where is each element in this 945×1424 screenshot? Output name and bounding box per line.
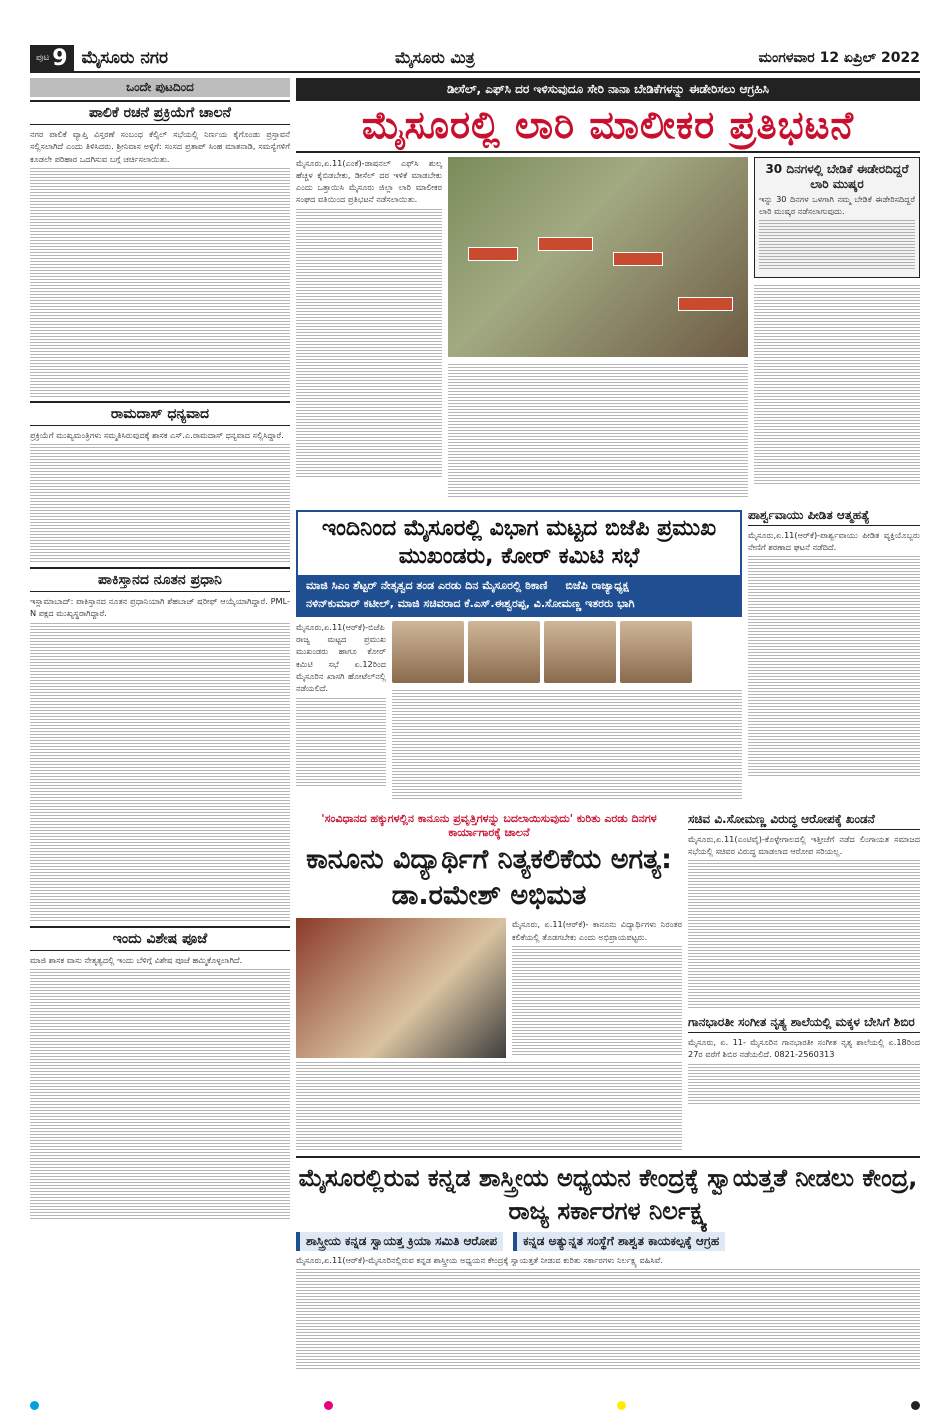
article-body: ನಗರ ಪಾಲಿಕೆ ವ್ಯಾಪ್ತಿ ವಿಸ್ತರಣೆ ಸಂಬಂಧ ಕೆಲ್ಸಿಲ್ ಸಭೆಯಲ್ಲಿ ನಿರ್ಣಯ ಕೈಗೊಂಡು ಪ್ರಸ್ತಾವನೆ ಸಲ್ಲಿಸಲಾಗಿದೆ ಎಂದು ತಿಳಿಸಿದರು. ಶ್ರೀನಿವಾಸ ಅಳ್ಳಿಗೆ: ಸಂಸದ ಪ್ರತಾಪ್ ಸಿಂಹ ಮಾತನಾಡಿ, ಸಮಸ್ಯೆಗಳಿಗೆ ಕೂಡಲೇ ಪರಿಹಾರ ಒದಗಿಸುವ ಬಗ್ಗೆ ಚರ್ಚಿಸಲಾಯಿತು.: [30, 129, 290, 164]
bjp-tag: ನಳಿನ್‌ಕುಮಾರ್ ಕಟೀಲ್, ಮಾಜಿ ಸಚಿವರಾದ ಕೆ.ಎಸ್.ಈಶ್ವರಪ್ಪ, ವಿ.ಸೋಮಣ್ಣ ಇತರರು ಭಾಗಿ: [306, 596, 635, 610]
bjp-text-continued: [296, 698, 386, 788]
law-text-continued: [296, 1062, 682, 1152]
bjp-story: [296, 506, 742, 806]
leader-portrait: [620, 621, 692, 683]
article-headline: ಇಂದು ವಿಶೇಷ ಪೂಜೆ: [30, 926, 290, 951]
law-text-continued: [512, 946, 682, 1056]
law-text: ಮೈಸೂರು, ಏ.11(ಆರ್‌ಕೆ)- ಕಾನೂನು ವಿದ್ಯಾರ್ಥಿಗಳು ನಿರಂತರ ಕಲಿಕೆಯಲ್ಲಿ ತೊಡಗಬೇಕು ಎಂದು ಅಭಿಪ್ರಾಯಪಟ್ಟರು.: [512, 919, 682, 942]
masthead-logo: ಮೈಸೂರು ಮಿತ್ರ: [395, 48, 475, 67]
bottom-tags: [296, 1232, 920, 1251]
section-title: ಮೈಸೂರು ನಗರ: [81, 48, 168, 68]
page-number-badge: [30, 45, 74, 71]
law-headline: ಕಾನೂನು ವಿದ್ಯಾರ್ಥಿಗೆ ನಿತ್ಯಕಲಿಕೆಯ ಅಗತ್ಯ: ಡಾ.ರಮೇಶ್ ಅಭಿಮತ: [306, 843, 672, 912]
lead-side-column: [754, 157, 920, 502]
article-body-continued: [30, 969, 290, 1219]
middle-row: [296, 506, 920, 806]
protest-photo: [448, 157, 748, 357]
brief-body: ಮೈಸೂರು,ಏ.11(ಎಂಟಿವೈ)-ಕೊಳ್ಳೇಗಾಲದಲ್ಲಿ ಇತ್ತೀಚೆಗೆ ನಡೆದ ಲಿಂಗಾಯತ ಸಮಾಜದ ಸಭೆಯಲ್ಲಿ ಸಚಿವರ ವಿರುದ್ಧ ಮಾಡಲಾದ ಆರೋಪ ಸರಿಯಲ್ಲ.: [688, 833, 920, 856]
bjp-tag: ಮಾಜಿ ಸಿಎಂ ಶೆಟ್ಟರ್ ನೇತೃತ್ವದ ತಂಡ ಎರಡು ದಿನ ಮೈಸೂರಲ್ಲಿ ಠಿಕಾಣಿ: [306, 578, 548, 592]
bottom-body: ಮೈಸೂರು,ಏ.11(ಆರ್‌ಕೆ)-ಮೈಸೂರಿನಲ್ಲಿರುವ ಕನ್ನಡ ಶಾಸ್ತ್ರೀಯ ಅಧ್ಯಯನ ಕೇಂದ್ರಕ್ಕೆ ಸ್ವಾಯತ್ತತೆ ನೀಡುವ ಕುರಿತು ಸರ್ಕಾರಗಳು ನಿರ್ಲಕ್ಷ್ಯ ವಹಿಸಿವೆ.: [296, 1254, 663, 1265]
article-body-continued: [30, 444, 290, 564]
bjp-headline: ಇಂದಿನಿಂದ ಮೈಸೂರಲ್ಲಿ ವಿಭಾಗ ಮಟ್ಟದ ಬಿಜೆಪಿ ಪ್ರಮುಖ ಮುಖಂಡರು, ಕೋರ್ ಕಮಿಟಿ ಸಭೆ: [321, 515, 717, 570]
leader-portraits: [392, 621, 742, 687]
lead-body-continued: [448, 364, 748, 499]
article-body: ಮಾಜಿ ಶಾಸಕ ವಾಸು ನೇತೃತ್ವದಲ್ಲಿ ಇಂದು ಬೆಳಿಗ್ಗೆ ವಿಶೇಷ ಪೂಜೆ ಹಮ್ಮಿಕೊಳ್ಳಲಾಗಿದೆ.: [30, 954, 243, 965]
section-strip: ಒಂದೇ ಪುಟದಿಂದ: [30, 78, 290, 97]
bjp-tag: ಬಿಜೆಪಿ ರಾಜ್ಯಾಧ್ಯಕ್ಷ: [565, 578, 629, 592]
brief-headline: ಗಾನಭಾರತೀ ಸಂಗೀತ ನೃತ್ಯ ಶಾಲೆಯಲ್ಲಿ ಮಕ್ಕಳ ಬೇಸಿಗೆ ಶಿಬಿರ: [688, 1013, 920, 1033]
leader-portrait: [468, 621, 540, 683]
bottom-body-continued: [296, 1269, 920, 1369]
lead-body-continued: [296, 209, 442, 479]
article-headline: ರಾಮದಾಸ್ ಧನ್ಯವಾದ: [30, 401, 290, 426]
registration-marks: [30, 1401, 920, 1410]
placard-icon: [678, 297, 733, 311]
page-label: ಪುಟ: [36, 53, 50, 63]
page-header: [30, 45, 920, 73]
leader-portrait: [392, 621, 464, 683]
lead-kicker: ಡೀಸೆಲ್, ಎಫ್‌ಸಿ ದರ ಇಳಿಸುವುದೂ ಸೇರಿ ನಾನಾ ಬೇಡಿಕೆಗಳನ್ನು ಈಡೇರಿಸಲು ಆಗ್ರಹಿಸಿ: [296, 78, 920, 101]
placard-icon: [613, 252, 663, 266]
left-column: [30, 78, 290, 1390]
lead-story: [296, 157, 920, 502]
lead-text-column: [296, 157, 442, 502]
article-headline: ಪಾಕಿಸ್ತಾನದ ನೂತನ ಪ್ರಧಾನಿ: [30, 567, 290, 592]
lead-photo-column: [448, 157, 748, 502]
article-body: ಇಸ್ಲಾಮಾಬಾದ್: ಪಾಕಿಸ್ತಾನದ ನೂತನ ಪ್ರಧಾನಿಯಾಗಿ ಶೆಹಬಾಜ್ ಷರೀಫ್ ಆಯ್ಕೆಯಾಗಿದ್ದಾರೆ. PML-N ಪಕ್ಷದ ಮುಖ್ಯಸ್ಥರಾಗಿದ್ದಾರೆ.: [30, 596, 290, 619]
bjp-tags: [298, 575, 740, 597]
side-briefs: [748, 506, 920, 806]
article-body: ಪ್ರಕ್ರಿಯೆಗೆ ಮುಖ್ಯಮಂತ್ರಿಗಳು ಸಮ್ಮತಿಸಿರುವುದಕ್ಕೆ ಶಾಸಕ ಎಸ್.ಎ.ರಾಮದಾಸ್ ಧನ್ಯವಾದ ಸಲ್ಲಿಸಿದ್ದಾರೆ.: [30, 429, 284, 440]
bottom-story: [296, 1156, 920, 1369]
bjp-text-continued: [392, 690, 742, 800]
black-mark: [911, 1401, 920, 1410]
lead-headline: ಮೈಸೂರಲ್ಲಿ ಲಾರಿ ಮಾಲೀಕರ ಪ್ರತಿಭಟನೆ: [296, 101, 920, 153]
brief-body-continued: [688, 860, 920, 1010]
bjp-headline-box: [296, 510, 742, 617]
bottom-headline: ಮೈಸೂರಲ್ಲಿರುವ ಕನ್ನಡ ಶಾಸ್ತ್ರೀಯ ಅಧ್ಯಯನ ಕೇಂದ್ರಕ್ಕೆ ಸ್ವಾಯತ್ತತೆ ನೀಡಲು ಕೇಂದ್ರ, ರಾಜ್ಯ ಸರ್ಕಾರಗಳ ನಿರ್ಲಕ್ಷ್ಯ: [296, 1156, 920, 1229]
strike-warning-box: [754, 157, 920, 279]
bjp-body: [296, 621, 742, 803]
right-column: [296, 78, 920, 1372]
law-subheadline: 'ಸಂವಿಧಾನದ ಹಕ್ಕುಗಳಲ್ಲಿನ ಕಾನೂನು ಪ್ರವೃತ್ತಿಗಳನ್ನು ಬದಲಾಯಿಸುವುದು' ಕುರಿತು ಎರಡು ದಿನಗಳ ಕಾರ್ಯಾಗಾರಕ್ಕೆ ಚಾಲನೆ: [321, 811, 657, 839]
bjp-text: ಮೈಸೂರು,ಏ.11(ಆರ್‌ಕೆ)-ಬಿಜೆಪಿ ರಾಜ್ಯ ಮಟ್ಟದ ಪ್ರಮುಖ ಮುಖಂಡರು ಹಾಗೂ ಕೋರ್ ಕಮಿಟಿ ಸಭೆ ಏ.12ರಿಂದ ಮೈಸೂರಿನ ಖಾಸಗಿ ಹೋಟೆಲ್‌ನಲ್ಲಿ ನಡೆಯಲಿದೆ.: [296, 621, 386, 694]
strike-warning-continued: [759, 220, 915, 270]
magenta-mark: [324, 1401, 333, 1410]
issue-date: ಮಂಗಳವಾರ 12 ಏಪ್ರಿಲ್ 2022: [758, 50, 920, 66]
lead-body: ಮೈಸೂರು,ಏ.11(ಎಂಕೆ)-ಡಾಷನಲ್ ಎಫ್‌ಸಿ ಶುಲ್ಕ ಹೆಚ್ಚಳ ಕೈಬಿಡಬೇಕು, ಡೀಸೆಲ್ ದರ ಇಳಿಕೆ ಮಾಡಬೇಕು ಎಂದು ಒತ್ತಾಯಿಸಿ ಮೈಸೂರು ಜಿಲ್ಲಾ ಲಾರಿ ಮಾಲೀಕರ ಸಂಘದ ವತಿಯಿಂದ ಪ್ರತಿಭಟನೆ ನಡೆಸಲಾಯಿತು.: [296, 157, 442, 205]
cyan-mark: [30, 1401, 39, 1410]
brief-body-continued: [748, 556, 920, 776]
bottom-tag: ಶಾಸ್ತ್ರೀಯ ಕನ್ನಡ ಸ್ವಾಯತ್ತ ಕ್ರಿಯಾ ಸಮಿತಿ ಆರೋಪ: [296, 1232, 503, 1251]
event-photo: [296, 918, 506, 1058]
page-number: 9: [52, 45, 68, 71]
strike-warning-body: ಇನ್ನು 30 ದಿನಗಳ ಒಳಗಾಗಿ ನಮ್ಮ ಬೇಡಿಕೆ ಈಡೇರಿಸದಿದ್ದರೆ ಲಾರಿ ಮುಷ್ಕರ ನಡೆಸಲಾಗುವುದು.: [759, 193, 915, 217]
brief-headline: ಪಾರ್ಶ್ವವಾಯು ಪೀಡಿತ ಆತ್ಮಹತ್ಯೆ: [748, 506, 920, 526]
article-body-continued: [30, 168, 290, 398]
law-row: [296, 810, 920, 1152]
article-headline: ಪಾಲಿಕೆ ರಚನೆ ಪ್ರಕ್ರಿಯೆಗೆ ಚಾಲನೆ: [30, 100, 290, 125]
lead-body-continued: [754, 285, 920, 485]
law-body: [296, 918, 682, 1059]
strike-warning-title: 30 ದಿನಗಳಲ್ಲಿ ಬೇಡಿಕೆ ಈಡೇರದಿದ್ದರೆ ಲಾರಿ ಮುಷ್ಕರ: [765, 161, 909, 192]
yellow-mark: [617, 1401, 626, 1410]
brief-body: ಮೈಸೂರು,ಏ.11(ಆರ್‌ಕೆ)-ಪಾರ್ಶ್ವವಾಯು ಪೀಡಿತ ವ್ಯಕ್ತಿಯೊಬ್ಬರು ನೇಣಿಗೆ ಶರಣಾದ ಘಟನೆ ನಡೆದಿದೆ.: [748, 529, 920, 552]
placard-icon: [538, 237, 593, 251]
brief-body: ಮೈಸೂರು, ಏ. 11- ಮೈಸೂರಿನ ಗಾನಭಾರತೀ ಸಂಗೀತ ನೃತ್ಯ ಶಾಲೆಯಲ್ಲಿ ಏ.18ರಿಂದ 27ರ ವರೆಗೆ ಶಿಬಿರ ನಡೆಯಲಿದೆ. 0821-2560313: [688, 1037, 920, 1060]
leader-portrait: [544, 621, 616, 683]
bjp-tags: [298, 597, 740, 615]
brief-body-continued: [688, 1064, 920, 1104]
bottom-tag: ಕನ್ನಡ ಅತ್ಯುನ್ನತ ಸಂಸ್ಥೆಗೆ ಶಾಶ್ವತ ಕಾಯಕಲ್ಪಕ್ಕೆ ಆಗ್ರಹ: [513, 1232, 725, 1251]
side-briefs-2: [688, 810, 920, 1152]
law-story: [296, 810, 682, 1152]
placard-icon: [468, 247, 518, 261]
article-body-continued: [30, 623, 290, 923]
brief-headline: ಸಚಿವ ವಿ.ಸೋಮಣ್ಣ ವಿರುದ್ಧ ಆರೋಪಕ್ಕೆ ಖಂಡನೆ: [688, 810, 920, 830]
